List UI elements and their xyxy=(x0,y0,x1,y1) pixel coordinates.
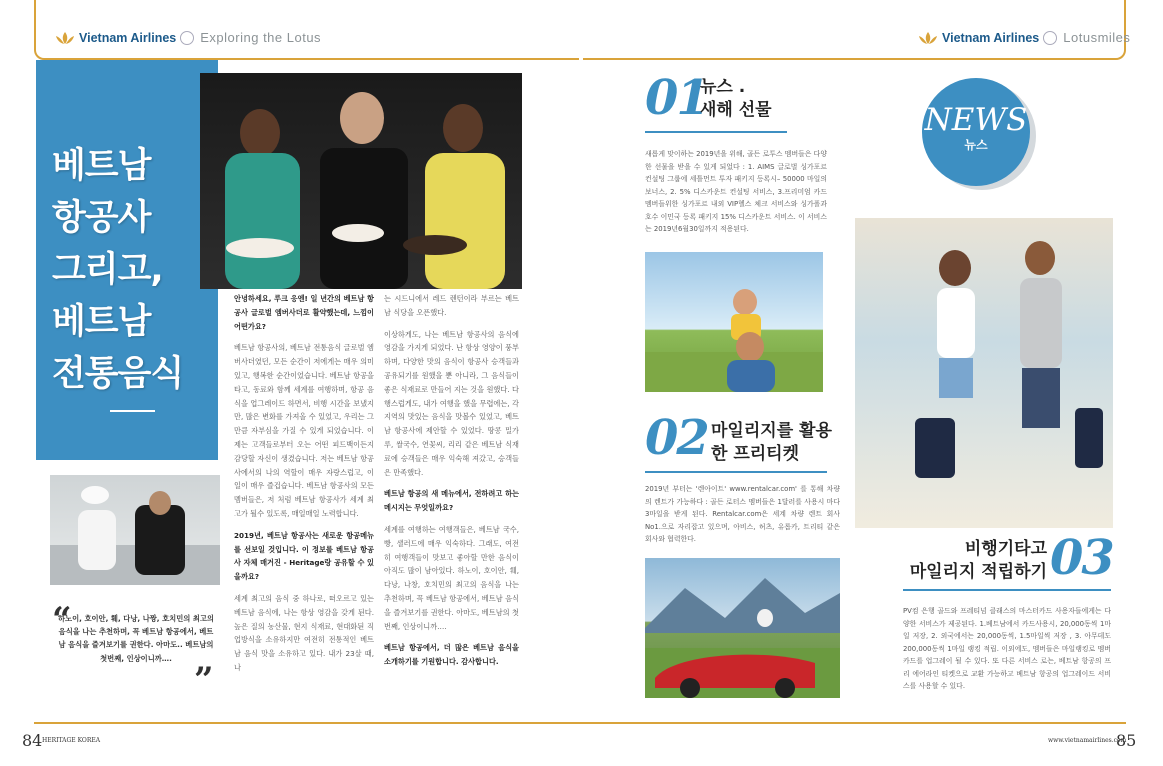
news-underline xyxy=(645,471,827,473)
lotus-logo-icon xyxy=(54,31,76,45)
close-quote-icon: ” xyxy=(194,660,214,700)
article-column-1 xyxy=(234,292,374,683)
news-title-line: 마일리지를 활용 xyxy=(711,421,832,441)
article-paragraph: 는 시드니에서 레드 렌턴이라 부르는 베트남 식당을 오픈했다. xyxy=(384,294,519,317)
brand-name: Vietnam Airlines xyxy=(942,30,1040,45)
title-divider xyxy=(110,410,155,412)
header-right xyxy=(917,30,1130,45)
article-paragraph: 세계를 여행하는 여행객들은, 베트남 국수, 빵, 샐러드에 매우 익숙하다. 그래도, 여전히 여행객들이 맛보고 좋아할 만한 음식이 아직도 많이 남아있다. 하노이, 호이안, 훼, 다낭, 나창, 호치민의 최고의 음식을 나는 추천하며, 꼭 베트남 항공에서, 베트남 음식을 즐겨보기를 권한다. 아마도, 베트남의 첫번째, 인상이니까…. xyxy=(384,524,519,631)
interview-question: 2019년, 베트남 항공사는 새로운 항공메뉴를 선보일 것입니다. 이 정보를 베트남 항공사 자체 매거진 - Heritage랑 공유할 수 있을까요? xyxy=(234,530,374,582)
interview-question: 베트남 항공의 새 메뉴에서, 전하려고 하는 메시지는 무엇일까요? xyxy=(384,489,519,513)
publication-name: HERITAGE KOREA xyxy=(42,737,101,744)
title-line: 항공사 xyxy=(52,198,151,238)
news-text-02: 2019년 부터는 '렌아이트' www.rentalcar.com' 를 통해 차량의 렌트가 가능하다 : 골든 로터스 멤버들은 1달러를 사용시 마다 3마일을 받게 된다. Rentalcar.com은 세계 차량 렌트 회사 No1.으로 자리잡고 있으며, 아비스, 허츠, 유롭카, 트리티 같은 회사와 협력한다. xyxy=(645,485,840,543)
page-number-right: 85 xyxy=(1116,731,1137,750)
news-number-01: 01 xyxy=(645,70,708,126)
title-line: 전통음식 xyxy=(52,354,184,394)
news-title-line: 뉴스 . xyxy=(700,77,746,97)
feature-title xyxy=(52,140,192,400)
pull-quote: 하노이, 호이안, 훼, 다낭, 나짱, 호치민의 최고의 음식을 나는 추천하며, 꼭 베트남 항공에서, 베트남 음식을 즐겨보기를 권한다. 아마도.. 베트남의 첫번째, 인상이니까…. xyxy=(58,614,214,663)
news-underline xyxy=(645,131,787,133)
section-title: Lotusmiles xyxy=(1063,30,1131,45)
closing-remark: 베트남 항공에서, 더 많은 베트남 음식을 소개하기를 기원합니다. 감사합니다. xyxy=(384,643,519,667)
title-line: 베트남 xyxy=(52,302,151,342)
news-number-03: 03 xyxy=(1050,530,1113,586)
skyteam-icon xyxy=(180,31,194,45)
title-line: 그리고, xyxy=(52,250,163,290)
news-text-01: 새롭게 맞이하는 2019년을 위해, 골든 로투스 멤버들은 다양한 선물을 받을 수 있게 되었다 : 1. AIMS 글로벌 싱가포르 컨설팅 그룹에 세틀먼트 투자 패키지 등록시– 50000 마일의 보너스, 2. 5% 디스카운트 컨설팅 서비스, 3.프리미엄 카드 멤버들위한 싱가포르 내외 VIP헬스 체크 서비스와 싱가폴과 호수 이민국 등록 패키지 15% 디스카운트 서비스. 이 서비스는 2019년6월30일까지 적용된다. xyxy=(645,150,827,233)
skyteam-icon xyxy=(1043,31,1057,45)
news-title-01 xyxy=(700,76,772,122)
article-column-2 xyxy=(384,292,519,677)
news-text-03: PV컴 은행 골드와 프레티넘 클래스의 마스터카드 사용자들에게는 다양한 서비스가 제공된다. 1.베트남에서 카드사용시, 20,000동씩 1마일 저장, 2. 외국에서는 20,000동씩, 1.5마일씩 저장 , 3. 아무데도 200,000동씩 1마일 랭킹 적립. 이외에도, 멤버들은 마일랭킹로 멤버 카드를 업그레이 될 수 있다. 또 다른 서비스 로는, 베트남 항공의 프리 에어라인 티켓으로 교환 가능하고 베트남 항공의 업그레이드 서비스를 사용할 수 있다. xyxy=(903,607,1111,690)
news-title-02 xyxy=(711,420,832,466)
news-badge xyxy=(922,78,1030,186)
chefs-kitchen-photo xyxy=(50,475,220,585)
section-title: Exploring the Lotus xyxy=(200,30,322,45)
news-number-02: 02 xyxy=(645,410,708,466)
title-line: 베트남 xyxy=(52,146,151,186)
crew-chef-photo xyxy=(200,73,522,289)
red-car-photo xyxy=(645,558,840,698)
website-url: www.vietnamairlines.com xyxy=(1048,737,1127,744)
article-paragraph: 세계 최고의 음식 중 하나로, 떠오르고 있는 베트남 음식에, 나는 항상 영감을 갖게 된다. 높은 질의 농산물, 현지 식재료, 현대화된 직업방식을 소유하지만 여전히 전통적인 베트남 음식 맛을 소유하고 있다. 내가 23살 때, 나 xyxy=(234,593,374,672)
header-left xyxy=(54,30,321,45)
article-paragraph: 이상하게도, 나는 베트남 항공사의 음식에 영감을 가지게 되었다. 난 항상 영양이 풍부하며, 다양한 맛의 음식이 항공사 승객들과 공유되기를 원했을 뿐 아니라, 그 음식들이 좋은 식재료로 만들어 지는 것을 원했다. 다행스럽게도, 내가 여행을 했을 무렵에는, 각 지역의 맛있는 음식을 맛볼수 있었고, 베트남 항공사에 제안할 수 있었다. 땅콩 밀가루, 쌀국수, 연꽃씨, 리리 같은 베트남 식재료에 승객들은 매우 익숙해 져갔고, 승객들은 만족했다. xyxy=(384,329,519,477)
news-title-03 xyxy=(905,538,1047,584)
news-badge-en: NEWS xyxy=(924,102,1028,138)
news-badge-ko: 뉴스 xyxy=(964,138,988,152)
news-title-line: 한 프리티켓 xyxy=(711,444,800,464)
interview-question: 안녕하세요, 루크 응엔! 일 년간의 베트남 항공사 글로벌 엠버사더로 활약했는데, 느낌이 어떤가요? xyxy=(234,294,374,331)
lotus-logo-icon xyxy=(917,31,939,45)
news-title-line: 새해 선물 xyxy=(700,100,772,120)
travelers-illustration xyxy=(855,218,1113,528)
news-title-line: 마일리지 적립하기 xyxy=(909,562,1047,582)
brand-name: Vietnam Airlines xyxy=(79,30,177,45)
page-frame-bottom xyxy=(34,722,1126,724)
open-quote-icon: “ xyxy=(52,600,72,640)
page-number-left: 84 xyxy=(22,731,43,750)
news-underline xyxy=(903,589,1111,591)
news-title-line: 비행기타고 xyxy=(964,539,1047,559)
father-child-photo xyxy=(645,252,823,392)
article-paragraph: 베트남 항공사의, 베트남 전통음식 글로벌 엠버사더였던, 모든 순간이 저에게는 매우 의미 있고, 행복한 순간이었습니다. 베트남 항공을 타고, 동료와 함께 세계를 여행하며, 항공 음식을 업그레이드 하면서, 비행 시간을 보냈지만, 많은 변화를 가져올 수 있었고, 우리는 그만큼 자부심을 가질 수 있게 되었습니다. 이제는 고객들로부터 오는 어떤 피드백이든지 감당할 자신이 생겼습니다. 저는 베트남 항공사에서의 나의 역할이 매우 자랑스럽고, 이 일이 매우 즐겁습니다. 베트남 항공사의 모든 멤버들은, 저 처럼 베트남 항공사가 세계 최고가 될수 있도록, 매일매일 노력합니다. xyxy=(234,343,374,518)
